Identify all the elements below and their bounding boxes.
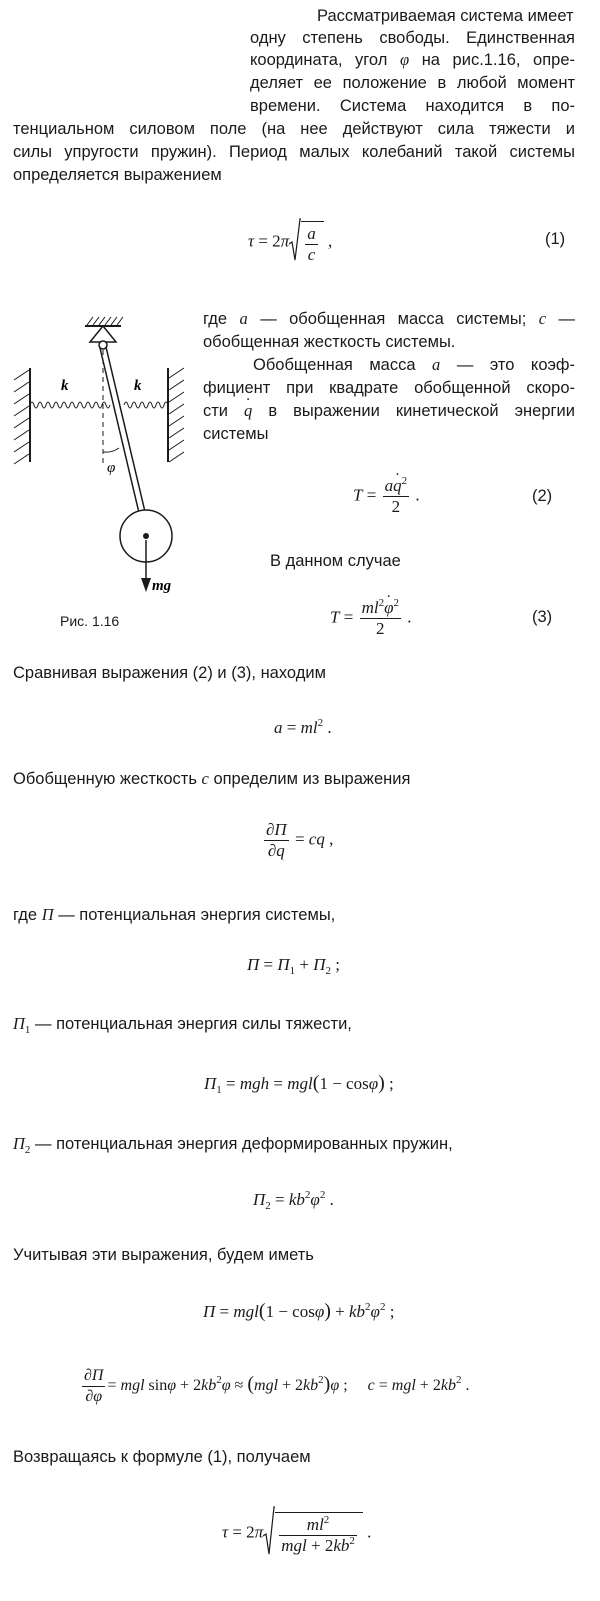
paragraph-1-line-8: определяется выражением bbox=[13, 166, 222, 184]
figure-label-k-right: k bbox=[134, 378, 142, 394]
paragraph-2-line-6: системы bbox=[203, 425, 269, 443]
paragraph-2-line-3: Обобщенная масса a — это коэф- bbox=[253, 355, 575, 374]
equation-3: T = $\frac{ml^2\cdot \varphi^2}{2}$ . bbox=[330, 598, 411, 639]
paragraph-8: $\Pi_2$ — потенциальная энергия деформированных пружин, bbox=[13, 1134, 453, 1156]
equation-final-period: τ = 2π $\frac{ml^2}{mgl + 2kb^2}$ . bbox=[222, 1506, 371, 1561]
equation-2: T = $\frac{a\cdot q^2}{2}$ . bbox=[353, 476, 420, 517]
paragraph-7: $\Pi_1$ — потенциальная энергия силы тяжести, bbox=[13, 1014, 352, 1036]
equation-stiffness: $\frac{\partial\Pi}{\partial q}$ = cq , bbox=[266, 820, 334, 860]
figure-label-phi: φ bbox=[107, 460, 116, 476]
paragraph-1-line-3: координата, угол φ на рис.1.16, опре- bbox=[250, 50, 576, 69]
equation-1-number: (1) bbox=[545, 230, 566, 248]
paragraph-9: Учитывая эти выражения, будем иметь bbox=[13, 1246, 314, 1264]
figure-caption: Рис. 1.16 bbox=[60, 613, 120, 629]
paragraph-1-line-4: деляет ее положение в любой момент bbox=[250, 74, 575, 92]
paragraph-2-line-1: где a — обобщенная масса системы; c — bbox=[203, 309, 575, 328]
paragraph-4: Сравнивая выражения (2) и (3), находим bbox=[13, 664, 326, 682]
paragraph-2-line-2: обобщенная жесткость системы. bbox=[203, 333, 456, 351]
equation-potential-springs: $\Pi_2 = kb^2\varphi^2$ . bbox=[253, 1189, 334, 1212]
equation-a: $a = ml^2$ . bbox=[274, 717, 332, 737]
paragraph-3: В данном случае bbox=[270, 552, 401, 570]
equation-derivative: $\frac{\partial\Pi}{\partial\varphi}$ = mgl $\sin\varphi + 2kb^2\varphi \approx (mgl + 2kb^2)\varphi$ ; c = mgl + $2kb^2$ . bbox=[84, 1367, 470, 1405]
equation-potential-sum: $\Pi = \Pi_1 + \Pi_2$ ; bbox=[247, 955, 341, 977]
paragraph-2-line-5: сти · q в выражении кинетической энергии bbox=[203, 400, 575, 444]
figure-pendulum bbox=[8, 312, 198, 602]
paragraph-5: Обобщенную жесткость c определим из выражения bbox=[13, 769, 411, 788]
equation-2-number: (2) bbox=[532, 487, 553, 505]
paragraph-1-line-1: Рассматриваемая система имеет bbox=[317, 7, 574, 25]
equation-3-number: (3) bbox=[532, 608, 553, 626]
equation-potential-gravity: $\Pi_1$ = mgh = mgl(1 − cosφ) ; bbox=[204, 1072, 394, 1096]
paragraph-1-line-2: одну степень свободы. Единственная bbox=[250, 29, 575, 47]
paragraph-6: где Π — потенциальная энергия системы, bbox=[13, 905, 336, 924]
equation-1: τ = 2π $\frac{a}{c}$ , bbox=[248, 218, 332, 267]
equation-potential-total: $\Pi = mgl(1 - \cos\varphi) + kb^2\varphi^2$ ; bbox=[203, 1300, 395, 1322]
figure-label-mg: mg bbox=[152, 578, 172, 594]
paragraph-10: Возвращаясь к формуле (1), получаем bbox=[13, 1448, 311, 1466]
paragraph-1-line-5: времени. Система находится в по- bbox=[250, 97, 575, 115]
figure-label-k-left: k bbox=[61, 378, 69, 394]
paragraph-2-line-4: фициент при квадрате обобщенной скоро- bbox=[203, 379, 575, 397]
paragraph-1-line-6: тенциальном силовом поле (на нее действуют сила тяжести и bbox=[13, 120, 575, 138]
paragraph-1-line-7: силы упругости пружин). Период малых колебаний такой системы bbox=[13, 143, 575, 161]
